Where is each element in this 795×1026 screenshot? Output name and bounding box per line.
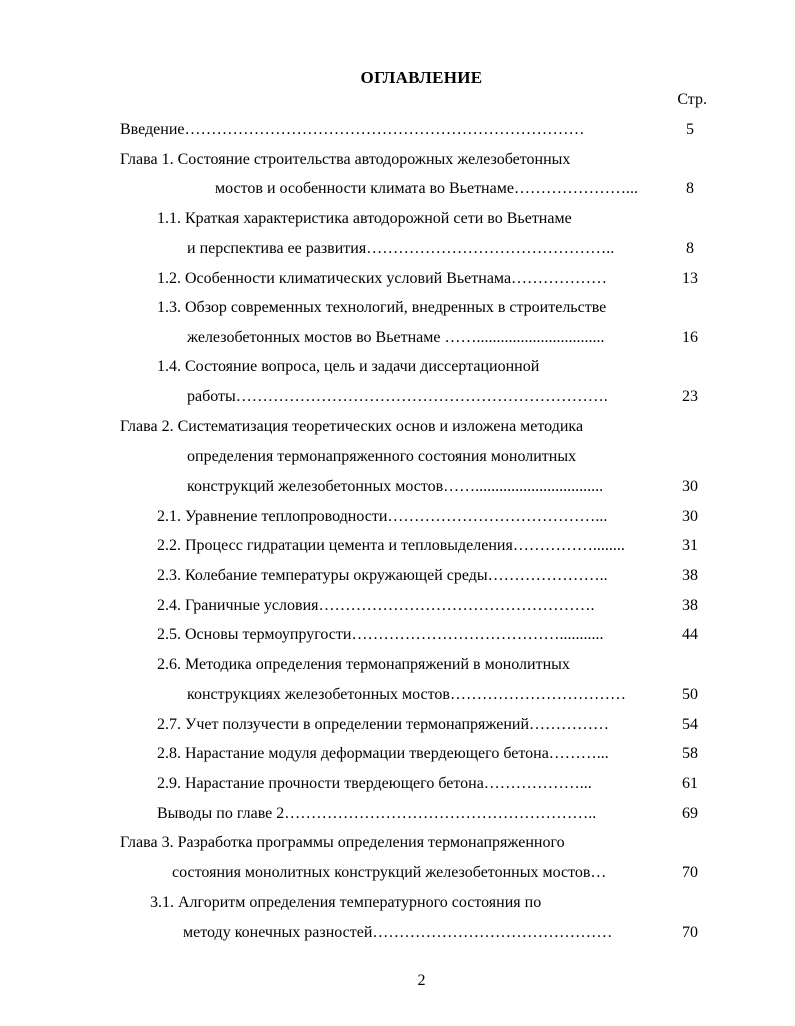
page-column-label: Стр. xyxy=(677,91,707,108)
toc-page-number: 16 xyxy=(682,329,698,346)
toc-line: 1.3. Обзор современных технологий, внедренных в строительстве xyxy=(157,299,607,316)
toc-page-number: 13 xyxy=(682,270,698,287)
toc-line: состояния монолитных конструкций железобетонных мостов… xyxy=(172,864,607,881)
toc-line: 1.4. Состояние вопроса, цель и задачи диссертационной xyxy=(157,358,540,375)
toc-line: конструкциях железобетонных мостов…………………………… xyxy=(187,686,626,703)
toc-page-number: 5 xyxy=(686,121,694,138)
toc-page-number: 69 xyxy=(682,805,698,822)
toc-line: Глава 1. Состояние строительства автодорожных железобетонных xyxy=(120,151,571,168)
toc-page-number: 38 xyxy=(682,567,698,584)
toc-line: и перспектива ее развития……………………………………….. xyxy=(187,240,615,257)
toc-page-number: 70 xyxy=(682,924,698,941)
toc-line: 2.4. Граничные условия……………………………………………. xyxy=(157,597,595,614)
toc-page-number: 30 xyxy=(682,478,698,495)
toc-line: работы……………………………………………………………. xyxy=(187,388,608,405)
toc-line: железобетонных мостов во Вьетнаме ……................................ xyxy=(187,329,605,346)
toc-line: 2.8. Нарастание модуля деформации твердеющего бетона………... xyxy=(157,745,609,762)
toc-page-number: 38 xyxy=(682,597,698,614)
toc-page-number: 44 xyxy=(682,626,698,643)
toc-line: Глава 2. Систематизация теоретических основ и изложена методика xyxy=(120,418,584,435)
toc-page-number: 58 xyxy=(682,745,698,762)
toc-line: 2.6. Методика определения термонапряжений в монолитных xyxy=(157,656,570,673)
toc-line: 3.1. Алгоритм определения температурного состояния по xyxy=(150,894,542,911)
toc-line: 2.3. Колебание температуры окружающей среды………………….. xyxy=(157,567,608,584)
toc-line: определения термонапряженного состояния монолитных xyxy=(187,448,577,465)
toc-line: Введение………………………………………………………………… xyxy=(120,121,585,138)
toc-page-number: 50 xyxy=(682,686,698,703)
toc-line: 1.2. Особенности климатических условий Вьетнама……………… xyxy=(157,270,608,287)
toc-line: Глава 3. Разработка программы определения термонапряженного xyxy=(120,834,565,851)
footer-page-number: 2 xyxy=(417,972,426,989)
toc-line: 2.2. Процесс гидратации цемента и тепловыделения……………........ xyxy=(157,537,625,554)
toc-line: 2.5. Основы термоупругости…………………………………........... xyxy=(157,626,604,643)
toc-page-number: 31 xyxy=(682,537,698,554)
toc-page-number: 8 xyxy=(686,240,694,257)
toc-page-number: 70 xyxy=(682,864,698,881)
toc-page-number: 30 xyxy=(682,508,698,525)
toc-page-number: 8 xyxy=(686,180,694,197)
toc-line: методу конечных разностей……………………………………… xyxy=(183,924,613,941)
toc-page-number: 23 xyxy=(682,388,698,405)
toc-line: Выводы по главе 2………………………………………………….. xyxy=(157,805,597,822)
toc-page-number: 54 xyxy=(682,716,698,733)
toc-line: 2.9. Нарастание прочности твердеющего бетона………………... xyxy=(157,775,592,792)
toc-line: 1.1. Краткая характеристика автодорожной сети во Вьетнаме xyxy=(157,210,572,227)
toc-line: 2.7. Учет ползучести в определении термонапряжений…………… xyxy=(157,716,609,733)
toc-page-number: 61 xyxy=(682,775,698,792)
toc-line: мостов и особенности климата во Вьетнаме…………………... xyxy=(215,180,638,197)
toc-line: конструкций железобетонных мостов……................................ xyxy=(187,478,604,495)
page-title: ОГЛАВЛЕНИЕ xyxy=(360,68,483,87)
toc-line: 2.1. Уравнение теплопроводности…………………………………... xyxy=(157,508,608,525)
